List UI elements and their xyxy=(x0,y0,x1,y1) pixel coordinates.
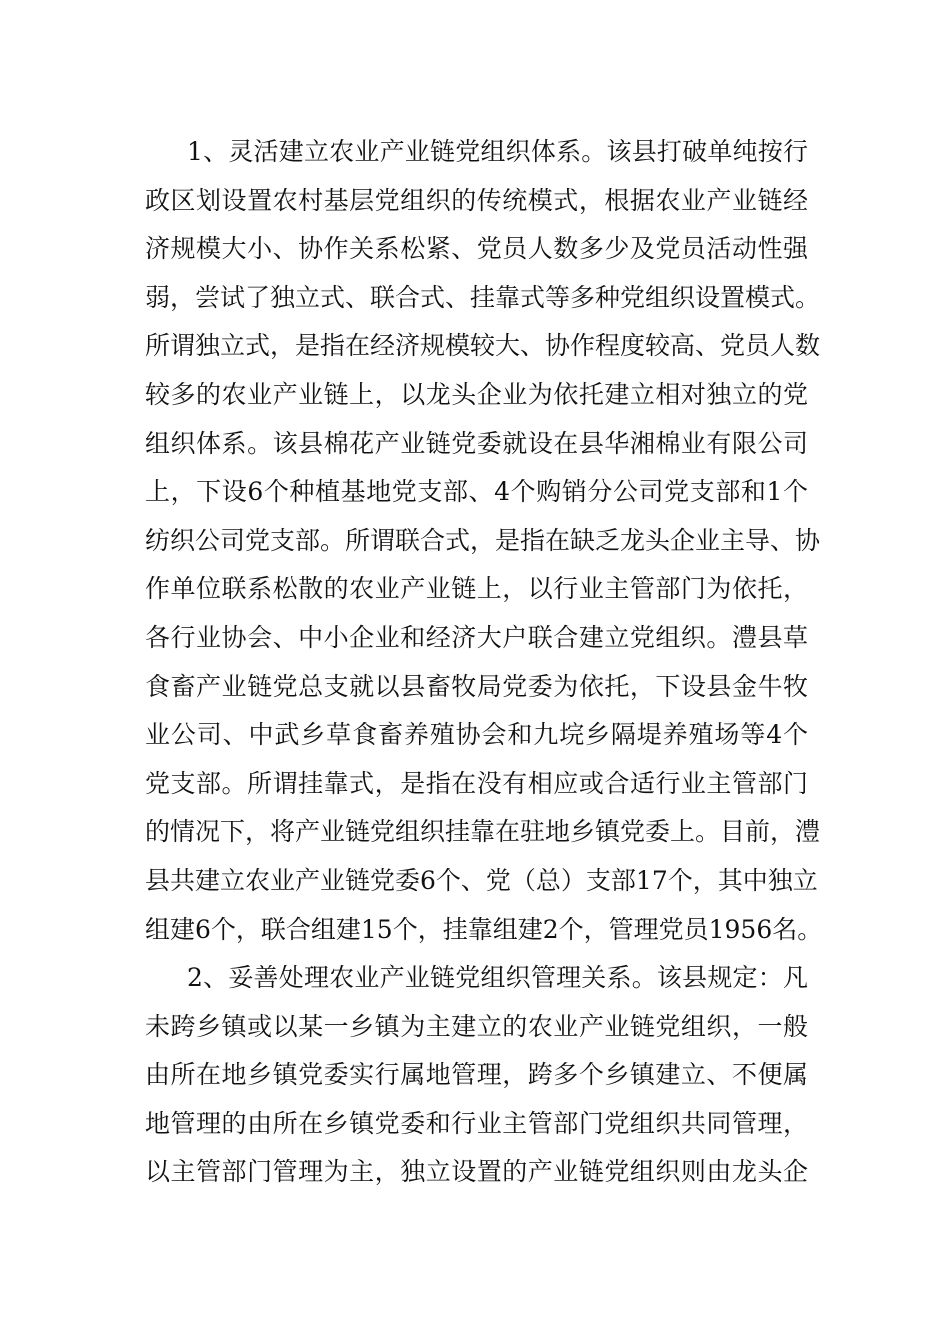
text-line: 食畜产业链党总支就以县畜牧局党委为依托，下设县金牛牧 xyxy=(145,671,808,701)
text-line: 以主管部门管理为主，独立设置的产业链党组织则由龙头企 xyxy=(145,1157,808,1187)
text-line: 作单位联系松散的农业产业链上，以行业主管部门为依托， xyxy=(145,574,808,604)
text-line: 组建6个，联合组建15个，挂靠组建2个，管理党员1956名。 xyxy=(145,914,823,944)
text-line: 的情况下，将产业链党组织挂靠在驻地乡镇党委上。目前，澧 xyxy=(145,817,821,847)
text-line: 较多的农业产业链上，以龙头企业为依托建立相对独立的党 xyxy=(145,379,808,409)
text-line: 政区划设置农村基层党组织的传统模式，根据农业产业链经 xyxy=(145,185,808,215)
text-line: 各行业协会、中小企业和经济大户联合建立党组织。澧县草 xyxy=(145,622,808,652)
text-line: 1、灵活建立农业产业链党组织体系。该县打破单纯按行 xyxy=(187,137,808,166)
text-line: 业公司、中武乡草食畜养殖协会和九垸乡隔堤养殖场等4个 xyxy=(145,720,808,750)
text-line: 济规模大小、协作关系松紧、党员人数多少及党员活动性强 xyxy=(145,234,808,264)
text-line: 2、妥善处理农业产业链党组织管理关系。该县规定：凡 xyxy=(187,963,808,993)
text-line: 上，下设6个种植基地党支部、4个购销分公司党支部和1个 xyxy=(145,477,808,507)
text-line: 地管理的由所在乡镇党委和行业主管部门党组织共同管理， xyxy=(145,1108,808,1138)
text-line: 未跨乡镇或以某一乡镇为主建立的农业产业链党组织，一般 xyxy=(145,1011,808,1041)
paragraph-2 xyxy=(145,954,808,1197)
text-line: 党支部。所谓挂靠式，是指在没有相应或合适行业主管部门 xyxy=(145,768,808,798)
text-line: 纺织公司党支部。所谓联合式，是指在缺乏龙头企业主导、协 xyxy=(145,525,821,555)
text-line: 组织体系。该县棉花产业链党委就设在县华湘棉业有限公司 xyxy=(145,428,808,458)
text-line: 县共建立农业产业链党委6个、党（总）支部17个，其中独立 xyxy=(145,865,818,895)
text-line: 弱，尝试了独立式、联合式、挂靠式等多种党组织设置模式。 xyxy=(145,282,821,312)
text-line: 由所在地乡镇党委实行属地管理，跨多个乡镇建立、不便属 xyxy=(145,1060,808,1090)
text-line: 所谓独立式，是指在经济规模较大、协作程度较高、党员人数 xyxy=(145,331,821,361)
document-body xyxy=(145,128,823,1197)
paragraph-1 xyxy=(145,128,823,954)
